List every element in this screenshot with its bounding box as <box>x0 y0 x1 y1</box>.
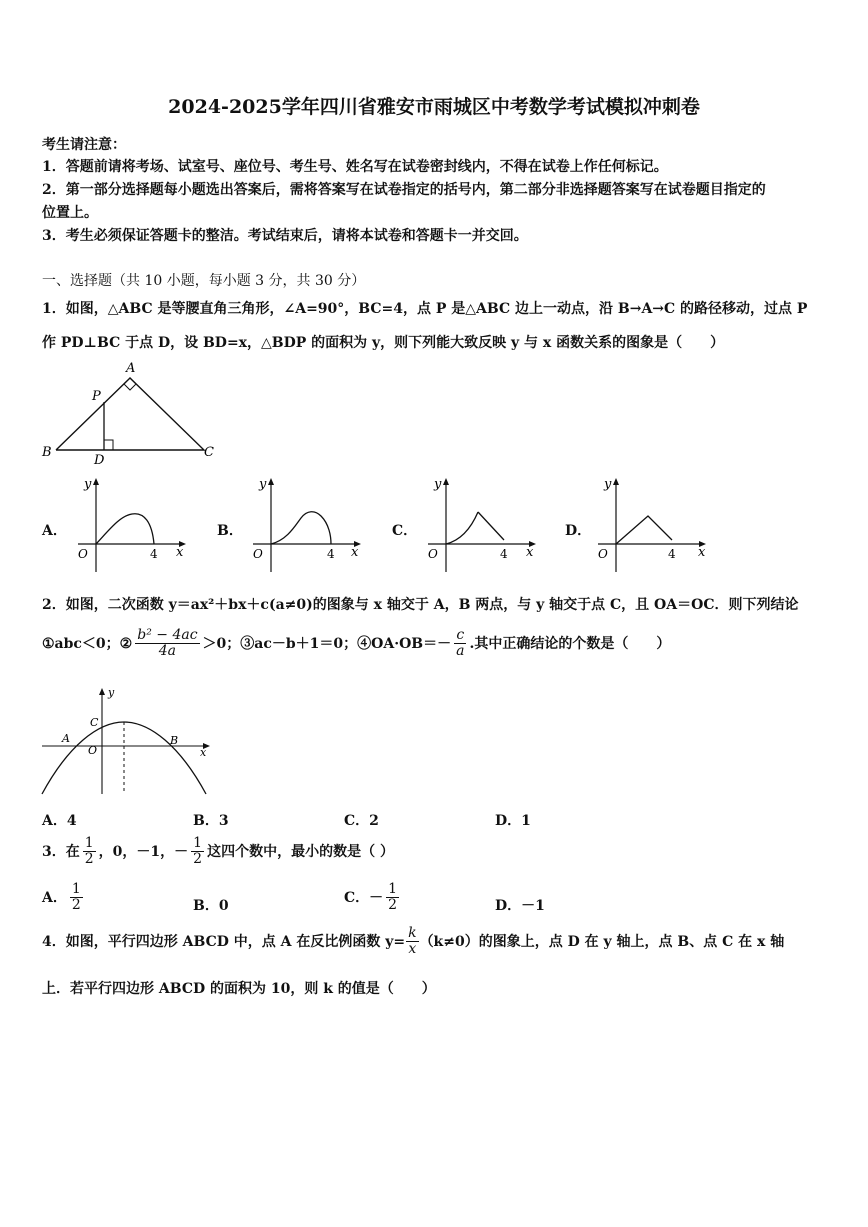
q1-line1: 1．如图，△ABC 是等腰直角三角形，∠A=90°，BC=4，点 P 是△ABC 边上一动点，沿 B→A→C 的路径移动，过点 P <box>42 301 808 317</box>
q2-conclusions <box>42 628 670 658</box>
q4-fraction-k-over-x <box>406 926 418 956</box>
q3-option-d: D．－1 <box>495 898 545 914</box>
triangle-label-a: A <box>126 361 136 376</box>
triangle-label-c: C <box>204 445 214 460</box>
triangle-label-b: B <box>42 445 52 460</box>
q2-option-c: C．2 <box>344 813 379 829</box>
q1-line2: 作 PD⊥BC 于点 D，设 BD=x，△BDP 的面积为 y，则下列能大致反映 y 与 x 函数关系的图象是（ ） <box>42 335 725 351</box>
q4-line1-start: 4．如图，平行四边形 ABCD 中，点 A 在反比例函数 y= <box>42 934 406 951</box>
q2-option-b: B．3 <box>193 813 229 829</box>
q2-line1: 2．如图，二次函数 y＝ax²＋bx＋c(a≠0)的图象与 x 轴交于 A，B 两点，与 y 轴交于点 C，且 OA＝OC．则下列结论 <box>42 597 799 613</box>
graph-c-origin: O <box>428 547 438 561</box>
q4-line2: 上．若平行四边形 ABCD 的面积为 10，则 k 的值是（ ） <box>42 981 436 997</box>
q3-stem-end: 这四个数中，最小的数是（ ） <box>207 844 394 861</box>
graph-a-four: 4 <box>150 547 158 561</box>
q1-option-d-graph <box>594 474 714 574</box>
graph-b-four: 4 <box>327 547 335 561</box>
frac-numerator: 1 <box>388 881 398 897</box>
frac-numerator: k <box>408 925 417 941</box>
graph-a-origin: O <box>78 547 88 561</box>
triangle-label-d: D <box>94 453 105 465</box>
q1-option-c-graph <box>420 474 540 574</box>
q1-option-a-label: A． <box>42 523 67 539</box>
parabola-y-label: y <box>108 686 115 699</box>
graph-b-origin: O <box>253 547 263 561</box>
q1-option-b-graph <box>245 474 365 574</box>
notice-item-2-cont: 位置上。 <box>42 205 98 221</box>
graph-d-x-label: x <box>698 545 706 560</box>
parabola-x-label: x <box>200 746 207 759</box>
graph-b-x-label: x <box>351 545 359 560</box>
parabola-point-c: C <box>90 716 99 729</box>
q3-fraction-half <box>83 836 96 866</box>
q3-option-c <box>344 882 402 912</box>
frac-denominator: 2 <box>193 850 203 867</box>
parabola-point-a: A <box>62 732 70 745</box>
frac-numerator: c <box>454 628 466 644</box>
triangle-label-p: P <box>92 389 101 404</box>
graph-d-four: 4 <box>668 547 676 561</box>
graph-d-origin: O <box>598 547 608 561</box>
q3-option-a <box>42 882 86 912</box>
q3-fraction-neg-half <box>191 836 204 866</box>
q3-stem-start: 3．在 <box>42 844 80 861</box>
q3-option-a-fraction <box>70 882 83 912</box>
graph-b-y-label: y <box>259 477 267 492</box>
graph-c-four: 4 <box>500 547 508 561</box>
q1-option-d-label: D． <box>565 523 592 539</box>
graph-c-y-label: y <box>434 477 442 492</box>
frac-denominator: 4a <box>158 642 177 659</box>
q3-option-b: B．0 <box>193 898 229 914</box>
q2-conclusion-part1: ①abc＜0；② <box>42 636 133 653</box>
q2-option-d: D．1 <box>495 813 531 829</box>
frac-numerator: 1 <box>71 881 81 897</box>
q1-option-c-label: C． <box>392 523 418 539</box>
notice-heading: 考生请注意： <box>42 137 126 153</box>
parabola-origin: O <box>88 744 98 757</box>
q3-option-a-label: A． <box>42 890 67 907</box>
q2-parabola-figure <box>38 686 213 798</box>
q2-option-a: A．4 <box>42 813 77 829</box>
frac-denominator: x <box>408 940 417 957</box>
notice-item-2: 2．第一部分选择题每小题选出答案后，需将答案写在试卷指定的括号内，第二部分非选择题答案写在试卷题目指定的 <box>42 182 766 198</box>
q3-option-c-fraction <box>386 882 399 912</box>
q2-fraction-c-over-a <box>454 628 466 658</box>
q3-option-c-label: C．－ <box>344 890 384 907</box>
frac-denominator: 2 <box>388 896 398 913</box>
frac-numerator: 1 <box>193 835 203 851</box>
q4-line1-end: （k≠0）的图象上，点 D 在 y 轴上，点 B、点 C 在 x 轴 <box>419 934 785 951</box>
q2-fraction-discriminant <box>135 628 199 658</box>
parabola-point-b: B <box>170 734 179 747</box>
notice-item-3: 3．考生必须保证答题卡的整洁。考试结束后，请将本试卷和答题卡一并交回。 <box>42 228 528 244</box>
q4-line1 <box>42 926 784 956</box>
frac-numerator: b² − 4ac <box>137 627 198 643</box>
frac-numerator: 1 <box>84 835 94 851</box>
frac-denominator: 2 <box>84 850 94 867</box>
section-heading: 一、选择题（共 10 小题，每小题 3 分，共 30 分） <box>42 273 366 289</box>
q2-conclusion-part2: ＞0；③ac－b＋1＝0；④OA·OB＝－ <box>202 636 452 653</box>
page-title: 2024-2025学年四川省雅安市雨城区中考数学考试模拟冲刺卷 <box>168 96 700 118</box>
q2-conclusion-part3: .其中正确结论的个数是（ ） <box>469 636 671 653</box>
q1-option-a-graph <box>70 474 190 574</box>
graph-a-x-label: x <box>176 545 184 560</box>
q3-stem <box>42 836 394 866</box>
q1-option-b-label: B． <box>217 523 243 539</box>
graph-a-y-label: y <box>84 477 92 492</box>
graph-c-x-label: x <box>526 545 534 560</box>
q1-triangle-figure <box>38 360 228 465</box>
frac-denominator: a <box>456 642 465 659</box>
q3-stem-middle: ，0，－1，－ <box>98 844 189 861</box>
graph-d-y-label: y <box>604 477 612 492</box>
frac-denominator: 2 <box>71 896 81 913</box>
notice-item-1: 1．答题前请将考场、试室号、座位号、考生号、姓名写在试卷密封线内，不得在试卷上作任何标记。 <box>42 159 668 175</box>
